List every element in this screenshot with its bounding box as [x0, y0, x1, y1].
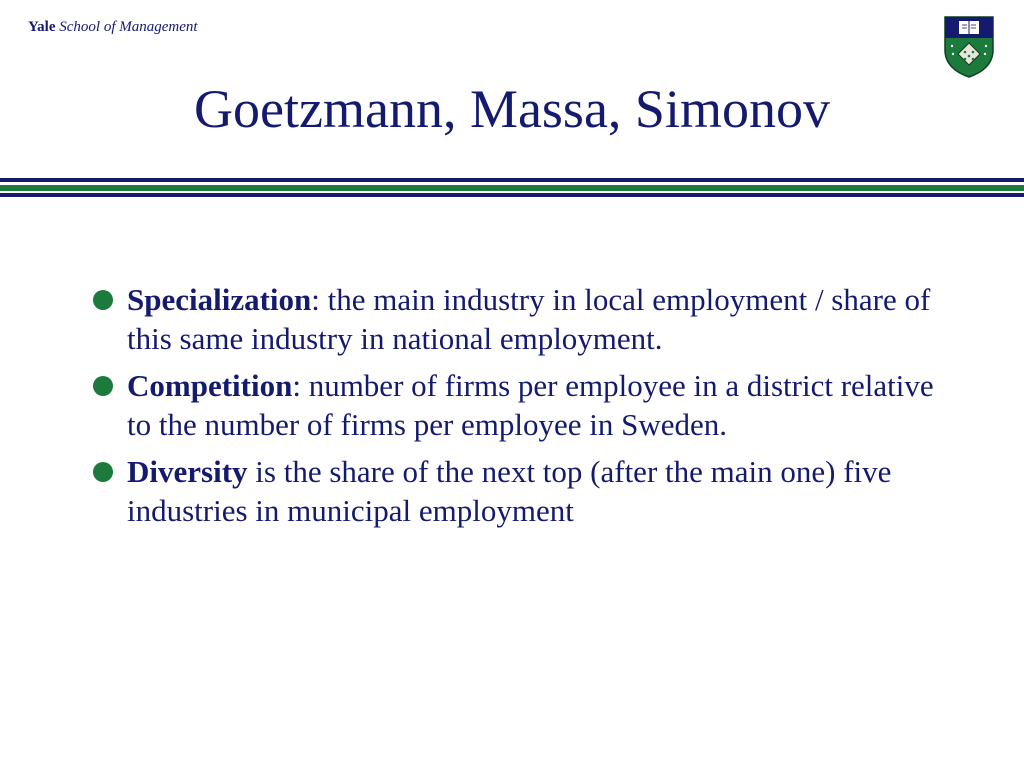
bullet-text: is the share of the next top (after the main one) five industries in municipal employment [127, 454, 892, 528]
brand-header [28, 19, 198, 36]
bullet-term: Competition [127, 368, 293, 403]
bullet-text: : the main industry in local employment / share of this same industry in national employment. [127, 282, 931, 356]
bullet-item-competition [90, 366, 960, 444]
bullet-term: Specialization [127, 282, 312, 317]
title-divider [0, 178, 1024, 197]
bullet-dot-icon [93, 376, 113, 396]
slide-title: Goetzmann, Massa, Simonov [194, 79, 830, 139]
bullet-item-diversity [90, 452, 960, 530]
brand-yale: Yale [28, 19, 56, 35]
bullet-dot-icon [93, 462, 113, 482]
yale-shield-icon [944, 16, 994, 78]
bullet-item-specialization [90, 280, 960, 358]
bullet-list [90, 280, 960, 538]
bullet-dot-icon [93, 290, 113, 310]
brand-school: School of Management [59, 19, 198, 35]
bullet-term: Diversity [127, 454, 248, 489]
bullet-text: : number of firms per employee in a district relative to the number of firms per employee in Sweden. [127, 368, 934, 442]
